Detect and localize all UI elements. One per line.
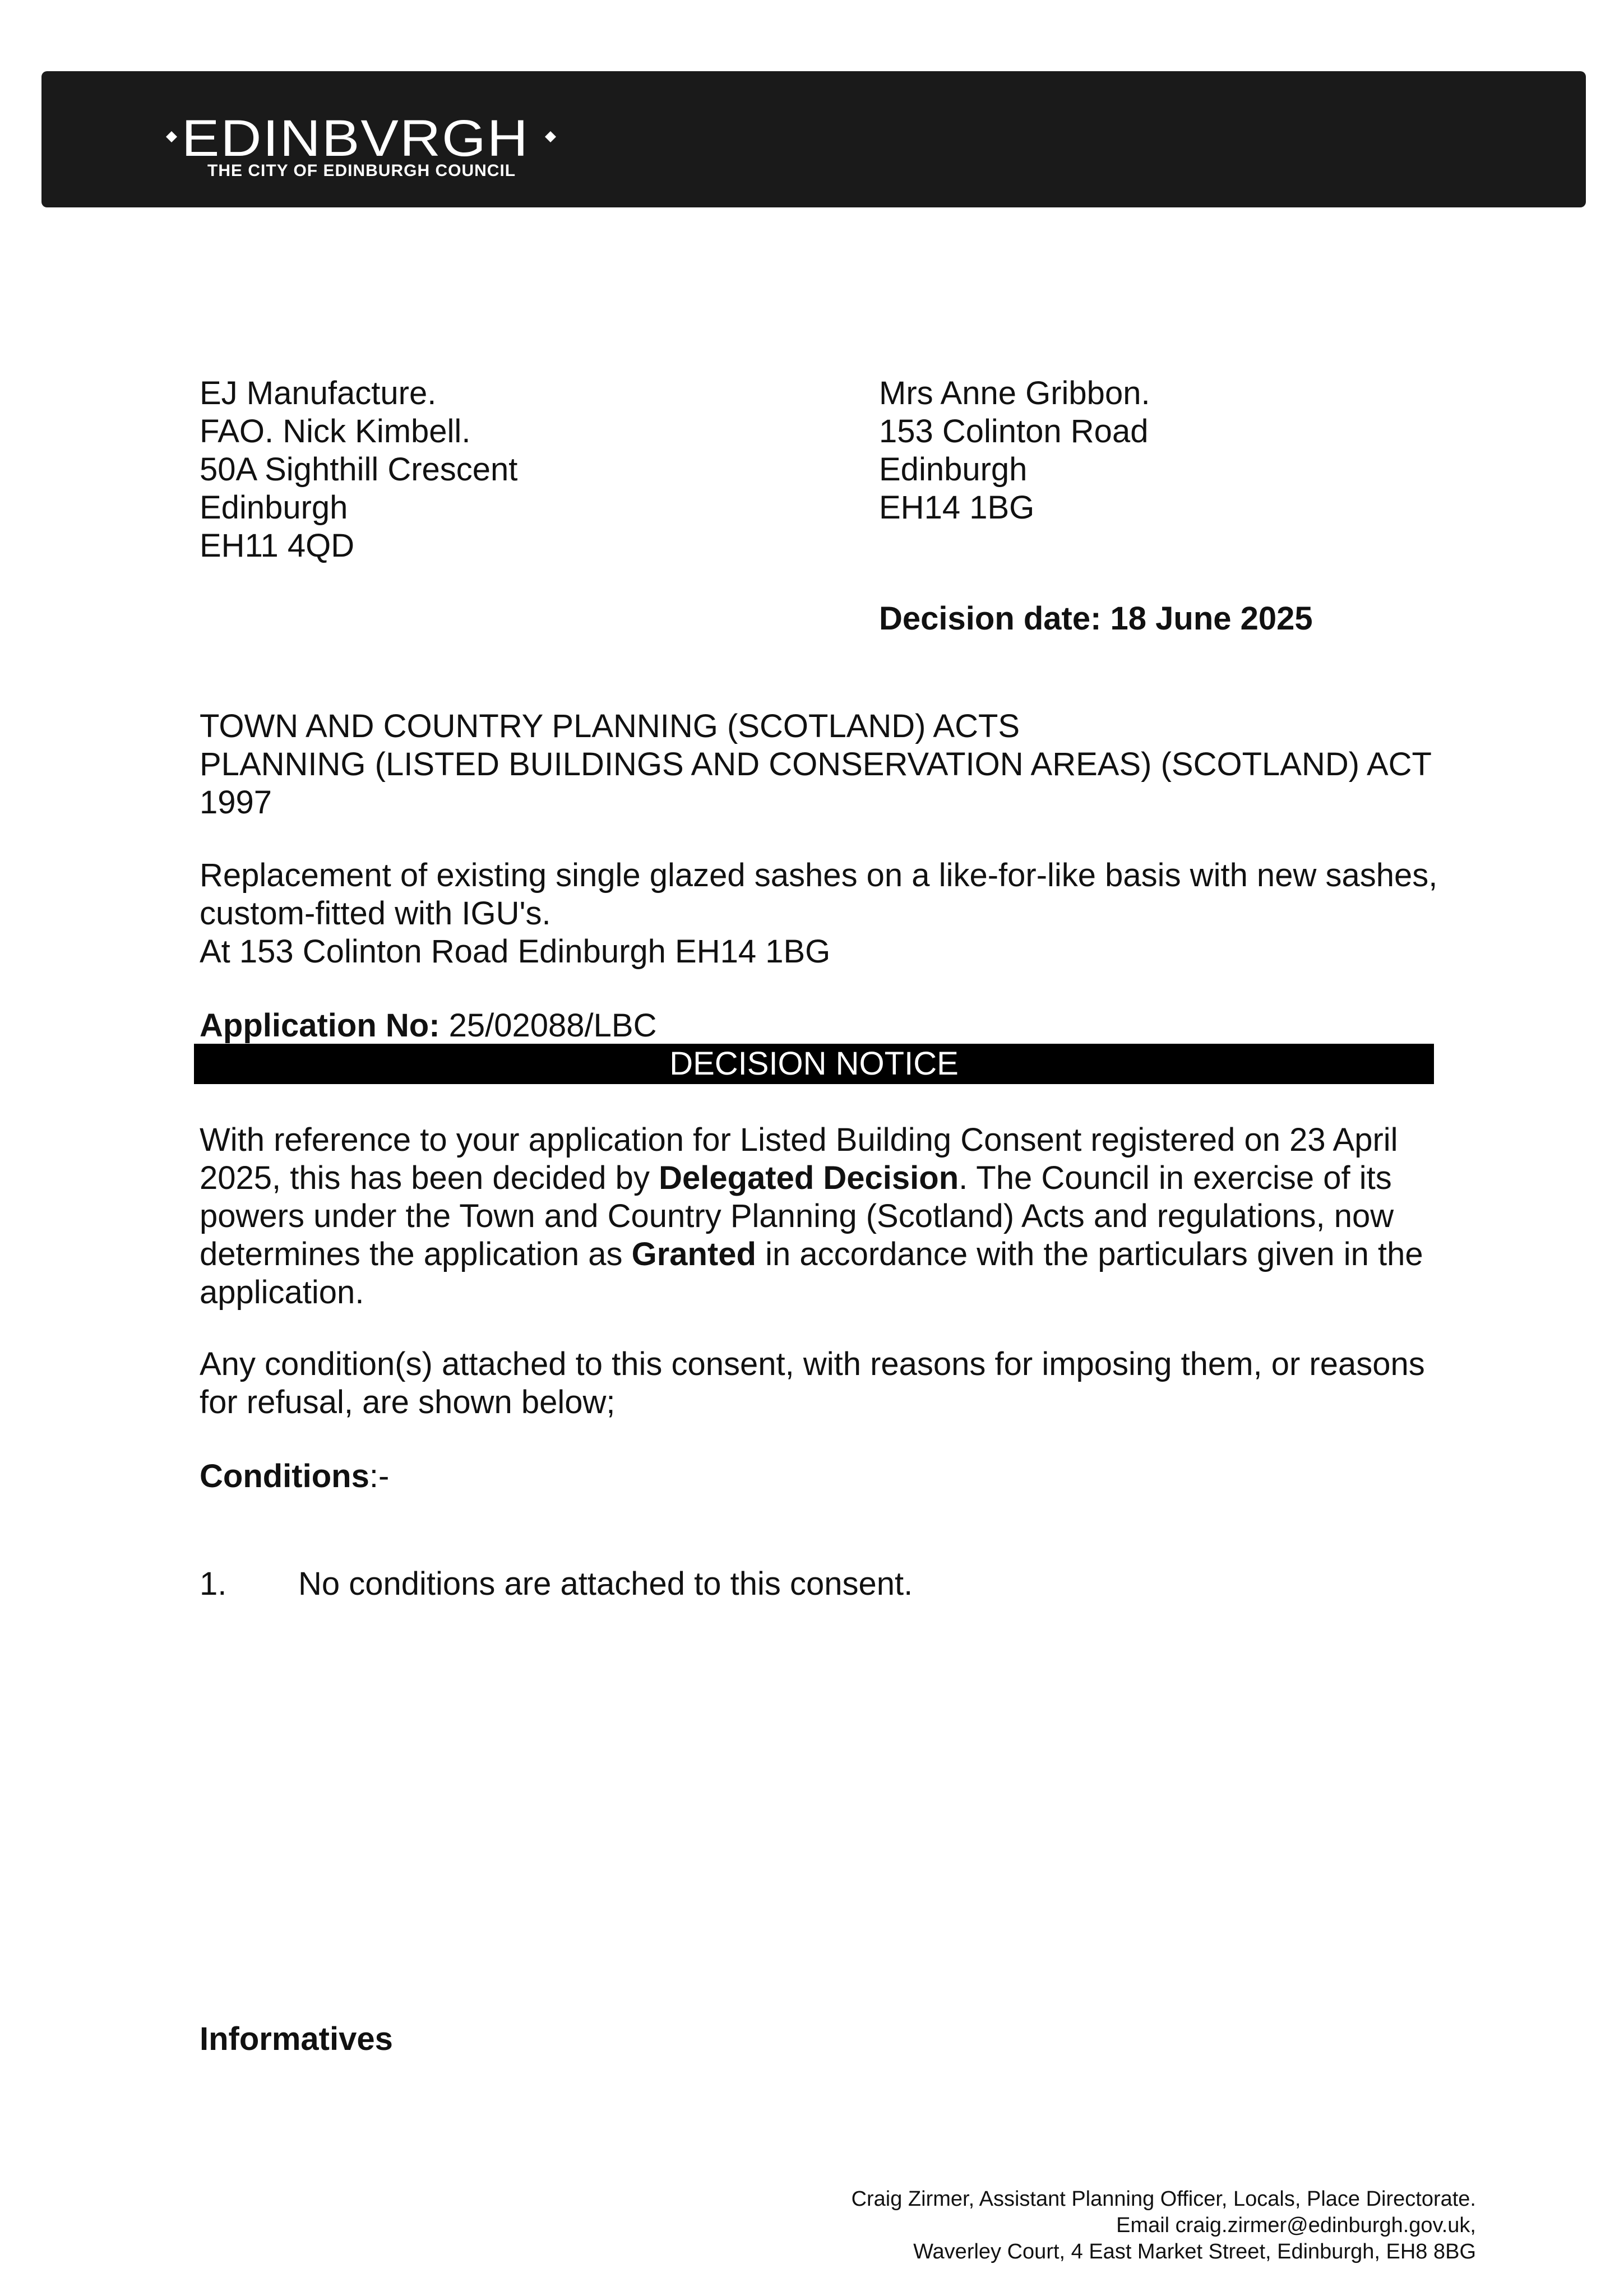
address-line: FAO. Nick Kimbell. bbox=[200, 413, 471, 450]
act-line: TOWN AND COUNTRY PLANNING (SCOTLAND) ACTS bbox=[200, 708, 1020, 744]
logo-subtitle: THE CITY OF EDINBURGH COUNCIL bbox=[207, 161, 516, 180]
proposal-line: Replacement of existing single glazed sashes on a like-for-like basis with new sashes, bbox=[200, 857, 1438, 894]
conditions-intro bbox=[200, 1345, 1425, 1422]
proposal-description bbox=[200, 857, 1437, 971]
address-line: EH14 1BG bbox=[879, 489, 1035, 526]
officer-contact-footer bbox=[852, 2186, 1476, 2265]
address-line: EJ Manufacture. bbox=[200, 375, 437, 411]
footer-line: Waverley Court, 4 East Market Street, Edinburgh, EH8 8BG bbox=[913, 2240, 1476, 2263]
condition-text: No conditions are attached to this consent. bbox=[298, 1566, 913, 1602]
proposal-line: custom-fitted with IGU's. bbox=[200, 895, 551, 932]
address-line: EH11 4QD bbox=[200, 527, 355, 564]
footer-line: Email craig.zirmer@edinburgh.gov.uk, bbox=[1116, 2214, 1476, 2237]
paragraph-line bbox=[200, 1235, 1423, 1274]
application-number-value: 25/02088/LBC bbox=[439, 1007, 657, 1044]
council-logo bbox=[163, 112, 566, 185]
svg-text:EDINBVRGH: EDINBVRGH bbox=[182, 112, 529, 166]
agent-address bbox=[200, 374, 517, 565]
text-run: in accordance with the particulars given in the bbox=[756, 1236, 1423, 1272]
condition-number: 1. bbox=[200, 1566, 227, 1602]
text-run: 2025, this has been decided by bbox=[200, 1160, 659, 1196]
granted-text: Granted bbox=[631, 1236, 756, 1272]
paragraph-line bbox=[200, 1159, 1423, 1197]
address-line: Mrs Anne Gribbon. bbox=[879, 375, 1150, 411]
decision-paragraph bbox=[200, 1121, 1423, 1312]
paragraph-line: application. bbox=[200, 1274, 364, 1311]
proposal-line: At 153 Colinton Road Edinburgh EH14 1BG bbox=[200, 933, 831, 970]
conditions-heading bbox=[200, 1457, 389, 1496]
applicant-address bbox=[879, 374, 1150, 527]
delegated-decision-text: Delegated Decision bbox=[659, 1160, 959, 1196]
address-line: 153 Colinton Road bbox=[879, 413, 1149, 450]
informatives-heading: Informatives bbox=[200, 2021, 393, 2057]
application-number-label: Application No: bbox=[200, 1007, 440, 1044]
paragraph-line: powers under the Town and Country Planning (Scotland) Acts and regulations, now bbox=[200, 1198, 1394, 1234]
act-line: PLANNING (LISTED BUILDINGS AND CONSERVATION AREAS) (SCOTLAND) ACT bbox=[200, 746, 1432, 783]
conditions-heading-suffix: :- bbox=[369, 1458, 390, 1494]
edinburgh-wordmark-logo bbox=[163, 112, 566, 166]
paragraph-line: Any condition(s) attached to this consent, with reasons for imposing them, or reasons bbox=[200, 1346, 1425, 1382]
decision-notice-title: DECISION NOTICE bbox=[194, 1044, 1434, 1084]
application-number bbox=[200, 1007, 656, 1045]
paragraph-line: for refusal, are shown below; bbox=[200, 1384, 616, 1420]
address-line: 50A Sighthill Crescent bbox=[200, 451, 518, 488]
text-run: . The Council in exercise of its bbox=[959, 1160, 1392, 1196]
legislation-heading bbox=[200, 707, 1432, 822]
footer-line: Craig Zirmer, Assistant Planning Officer, Locals, Place Directorate. bbox=[851, 2187, 1476, 2211]
text-run: determines the application as bbox=[200, 1236, 632, 1272]
paragraph-line: With reference to your application for Listed Building Consent registered on 23 April bbox=[200, 1122, 1398, 1158]
act-line: 1997 bbox=[200, 784, 272, 821]
address-line: Edinburgh bbox=[200, 489, 348, 526]
decision-date: Decision date: 18 June 2025 bbox=[879, 600, 1313, 637]
conditions-heading-label: Conditions bbox=[200, 1458, 369, 1494]
address-line: Edinburgh bbox=[879, 451, 1028, 488]
